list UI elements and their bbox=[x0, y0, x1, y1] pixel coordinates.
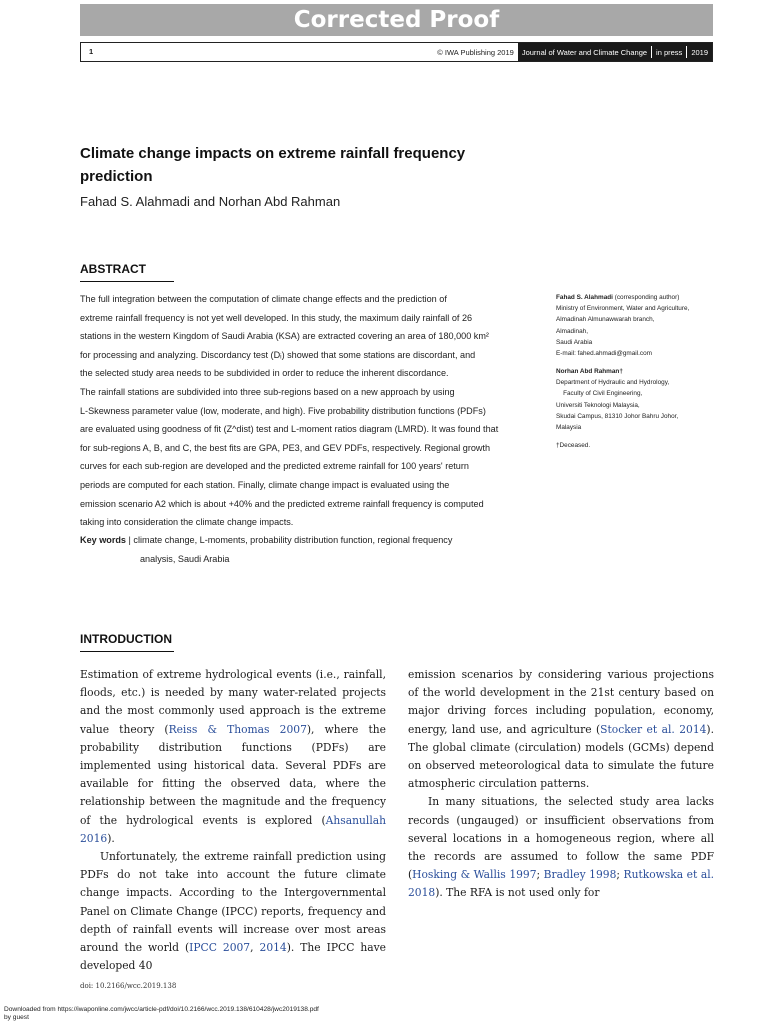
affiliation-line: Saudi Arabia bbox=[556, 338, 593, 346]
download-notice bbox=[4, 1006, 319, 1022]
affiliation-line: Ministry of Environment, Water and Agriculture, bbox=[556, 305, 690, 313]
affiliation-line: Malaysia bbox=[556, 424, 582, 432]
abstract-line: for sub-regions A, B, and C, the best fits are GPA, PE3, and GEV PDFs, respectively. Regional growth bbox=[80, 442, 491, 453]
deceased-note: †Deceased. bbox=[556, 442, 591, 449]
abstract-line: taking into consideration the climate change impacts. bbox=[80, 517, 294, 528]
publication-year: 2019 bbox=[691, 47, 708, 57]
publisher-copyright: © IWA Publishing 2019 bbox=[437, 47, 514, 57]
affiliation-line: Universiti Teknologi Malaysia, bbox=[556, 401, 640, 409]
paragraph: Unfortunately, the extreme rainfall prediction using PDFs do not take into account the future climate change impacts. According to the Intergovernmental Panel on Climate Change (IPCC) reports, frequency and depth of rainfall events will increase over most areas around the world (IPCC 2007, 2014). The IPCC have developed 40 bbox=[80, 850, 386, 973]
abstract-line: emission scenario A2 which is about +40% and the predicted extreme rainfall frequency is computed bbox=[80, 498, 484, 509]
paragraph: emission scenarios by considering various projections of the world development in the 21st century based on major driving forces including population, economy, energy, land use, and agriculture (Stocker et al. 2014). The global climate (circulation) models (GCMs) depend on observed meteorological data to simulate the future atmospheric circulation patterns. bbox=[408, 668, 714, 791]
citation-link[interactable]: Reiss & Thomas 2007 bbox=[168, 722, 307, 736]
citation-link[interactable]: Hosking & Wallis 1997 bbox=[412, 868, 537, 882]
author2-affiliation bbox=[556, 366, 721, 433]
abstract-line: for processing and analyzing. Discordancy test (Dᵢ) showed that some stations are discordant, and bbox=[80, 349, 476, 360]
author1-role: (corresponding author) bbox=[612, 294, 680, 301]
journal-name: Journal of Water and Climate Change bbox=[521, 47, 648, 57]
header-separator bbox=[651, 46, 652, 58]
doi: doi: 10.2166/wcc.2019.138 bbox=[80, 982, 177, 990]
abstract-line: the selected study area needs to be subdivided in order to reduce the inherent discordance. bbox=[80, 368, 449, 379]
author1-email: E-mail: fahed.ahmadi@gmail.com bbox=[556, 350, 652, 358]
body-column-right bbox=[408, 666, 714, 903]
abstract-line: The rainfall stations are subdivided into three sub-regions based on a new approach by using bbox=[80, 386, 455, 397]
affiliation-line: Department of Hydraulic and Hydrology, bbox=[556, 379, 670, 387]
affiliation-line: Faculty of Civil Engineering, bbox=[556, 390, 643, 398]
abstract-line: periods are computed for each station. Finally, climate change impact is evaluated using the bbox=[80, 479, 450, 490]
introduction-heading: INTRODUCTION bbox=[80, 632, 172, 649]
author1-affiliation bbox=[556, 292, 721, 359]
abstract-line: curves for each sub-region are developed and the predicted extreme rainfall for 100 years' return bbox=[80, 461, 469, 472]
citation-link[interactable]: Stocker et al. 2014 bbox=[600, 722, 707, 736]
publication-status: in press bbox=[656, 47, 683, 57]
page-number: 1 bbox=[89, 47, 94, 56]
citation-link[interactable]: 2014 bbox=[259, 941, 287, 955]
body-column-left bbox=[80, 666, 386, 975]
citation-link[interactable]: Bradley 1998 bbox=[543, 868, 617, 882]
paragraph: Estimation of extreme hydrological events (i.e., rainfall, floods, etc.) is needed by many water-related projects and the most commonly used approach is the extreme value theory (Reiss & Thomas 2007), where the probability distribution functions (PDFs) are implemented using historical data. Several PDFs are available for fitting the observed data, where the relationship between the magnitude and the frequency of the hydrological events is explored (Ahsanullah 2016). bbox=[80, 668, 386, 845]
affiliation-line: Almadinah Almunawwarah branch, bbox=[556, 316, 655, 324]
keywords-divider: | bbox=[128, 535, 134, 545]
affiliation-line: Skudai Campus, 81310 Johor Bahru Johor, bbox=[556, 412, 679, 420]
download-by: by guest bbox=[4, 1014, 29, 1021]
running-header bbox=[80, 42, 713, 62]
abstract-line: L-Skewness parameter value (low, moderate, and high). Five probability distribution functions (PDFs) bbox=[80, 405, 486, 416]
author1-name: Fahad S. Alahmadi bbox=[556, 294, 613, 301]
abstract-body bbox=[80, 290, 535, 532]
header-separator bbox=[686, 46, 687, 58]
abstract-line: The full integration between the computation of climate change effects and the prediction of bbox=[80, 294, 447, 304]
journal-block bbox=[518, 43, 712, 61]
download-url: Downloaded from https://iwaponline.com/jwcc/article-pdf/doi/10.2166/wcc.2019.138/610428/jwc2019138.pdf bbox=[4, 1006, 319, 1013]
abstract-line: stations in the western Kingdom of Saudi Arabia (KSA) are extracted covering an area of 180,000 km² bbox=[80, 331, 489, 342]
keywords-line: analysis, Saudi Arabia bbox=[140, 553, 230, 564]
abstract-line: are evaluated using goodness of fit (Z^dist) test and L-moment ratios diagram (LMRD). It was found that bbox=[80, 424, 499, 435]
citation-link[interactable]: Rutkowska et al. 2018 bbox=[408, 868, 715, 900]
keywords-line: climate change, L-moments, probability distribution function, regional frequency bbox=[133, 535, 453, 545]
abstract-heading: ABSTRACT bbox=[80, 262, 146, 279]
citation-link[interactable]: Ahsanullah 2016 bbox=[80, 813, 386, 845]
article-title: Climate change impacts on extreme rainfall frequency prediction bbox=[80, 145, 466, 185]
article-authors: Fahad S. Alahmadi and Norhan Abd Rahman bbox=[80, 194, 341, 209]
keywords-label: Key words bbox=[80, 535, 126, 545]
author2-name: Norhan Abd Rahman† bbox=[556, 368, 623, 375]
header-journal-info bbox=[437, 43, 712, 61]
paragraph: In many situations, the selected study area lacks records (ungauged) or insufficient observations from several locations in a homogeneous region, where all the records are assumed to follow the same PDF (Hosking & Wallis 1997; Bradley 1998; Rutkowska et al. 2018). The RFA is not used only for bbox=[408, 795, 715, 900]
keywords bbox=[80, 531, 535, 568]
citation-link[interactable]: IPCC 2007 bbox=[189, 941, 251, 955]
affiliation-line: Almadinah, bbox=[556, 327, 588, 335]
corrected-proof-banner: Corrected Proof bbox=[80, 4, 713, 36]
abstract-line: extreme rainfall frequency is not yet well developed. In this study, the maximum daily rainfall of 26 bbox=[80, 312, 473, 323]
